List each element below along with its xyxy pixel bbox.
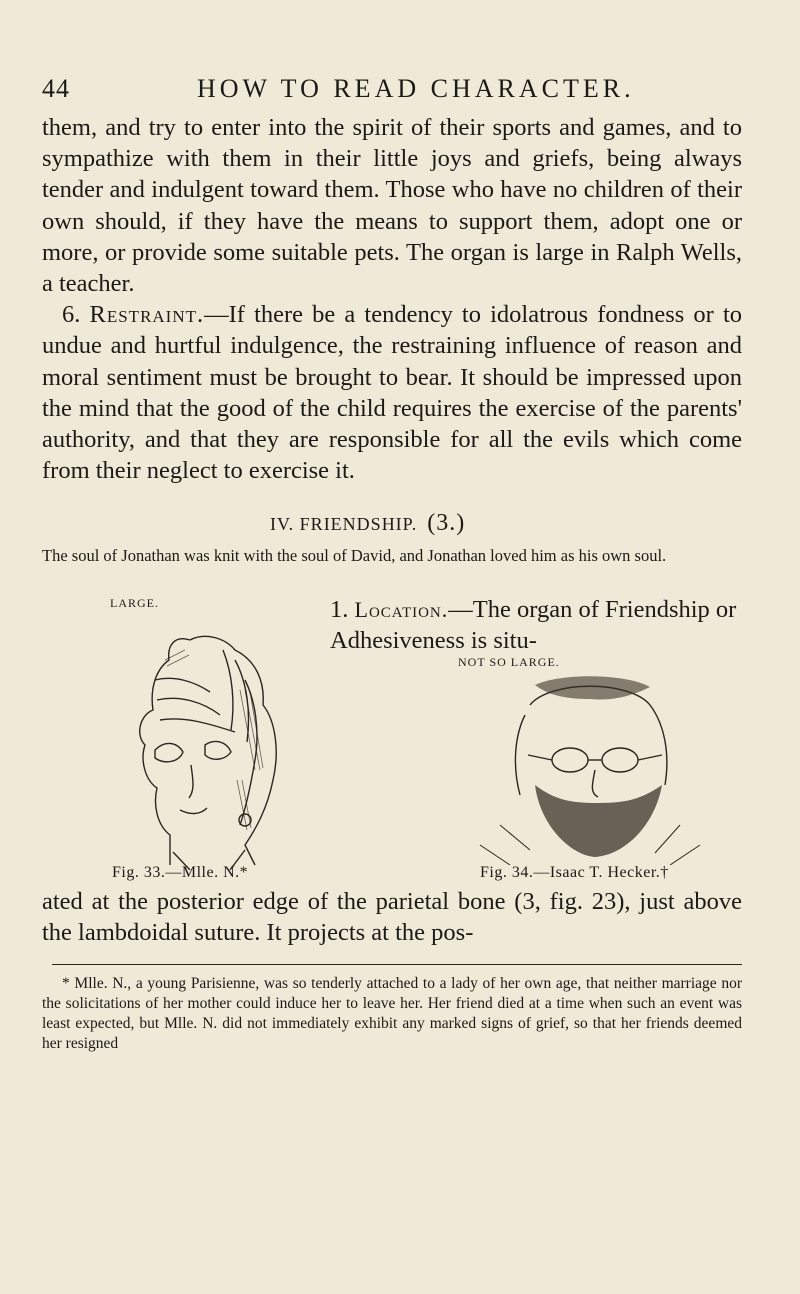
body-text-top (42, 112, 742, 486)
figure-34-caption: Fig. 34.—Isaac T. Hecker.† (480, 864, 669, 881)
paragraph-1: them, and try to enter into the spirit of their sports and games, and to sympathize with them in their little joys and griefs, being always tender and indulgent toward them. Those who have no children of their own should, if they have the means to support them, adopt one or more, or provide some suitable pets. The organ is large in Ralph Wells, a teacher. (42, 114, 742, 298)
running-head: HOW TO READ CHARACTER. (197, 74, 635, 103)
section-number: (3.) (427, 510, 466, 536)
restraint-number: 6. (62, 301, 81, 329)
section-title: IV. FRIENDSHIP. (270, 514, 418, 534)
phrenology-head-illustration (95, 620, 345, 870)
figure-33-caption: Fig. 33.—Mlle. N.* (112, 864, 249, 881)
footnote-text: * Mlle. N., a young Parisienne, was so tenderly attached to a lady of her own age, that neither marriage nor the solicitations of her mother could induce her to leave her. Her friend died at a time when such an event was least expected, but Mlle. N. did not immediately exhibit any marked signs of grief, so that her friends deemed her resigned (42, 975, 742, 1052)
page-header (42, 74, 742, 108)
restraint-text: —If there be a tendency to idolatrous fondness or to undue and hurtful indulgence, the restraining influence of reason and moral sentiment must be brought to bear. It should be impressed upon the mind that the good of the child requires the exercise of the parents' authority, and that they are responsible for all the evils which come from their neglect to exercise it. (42, 301, 743, 485)
section-heading (270, 510, 570, 537)
epigraph: The soul of Jonathan was knit with the soul of David, and Jonathan loved him as his own soul. (42, 546, 667, 565)
portrait-illustration (440, 675, 740, 865)
location-paragraph (330, 594, 742, 656)
footnote (42, 974, 742, 1054)
location-heading: Location. (354, 597, 449, 622)
restraint-heading: Restraint. (89, 301, 205, 329)
page-number: 44 (42, 74, 70, 103)
footnote-rule (52, 964, 742, 965)
figure-left-label: LARGE. (110, 596, 159, 610)
paragraph-restraint (42, 299, 742, 486)
body-text-bottom: ated at the posterior edge of the parietal bone (3, fig. 23), just above the lambdoidal suture. It projects at the pos- (42, 888, 742, 947)
location-number: 1. (330, 596, 349, 623)
location-text: —The organ of Friendship or Adhesiveness is situ- (330, 596, 737, 654)
figure-right-label: NOT SO LARGE. (458, 655, 560, 669)
